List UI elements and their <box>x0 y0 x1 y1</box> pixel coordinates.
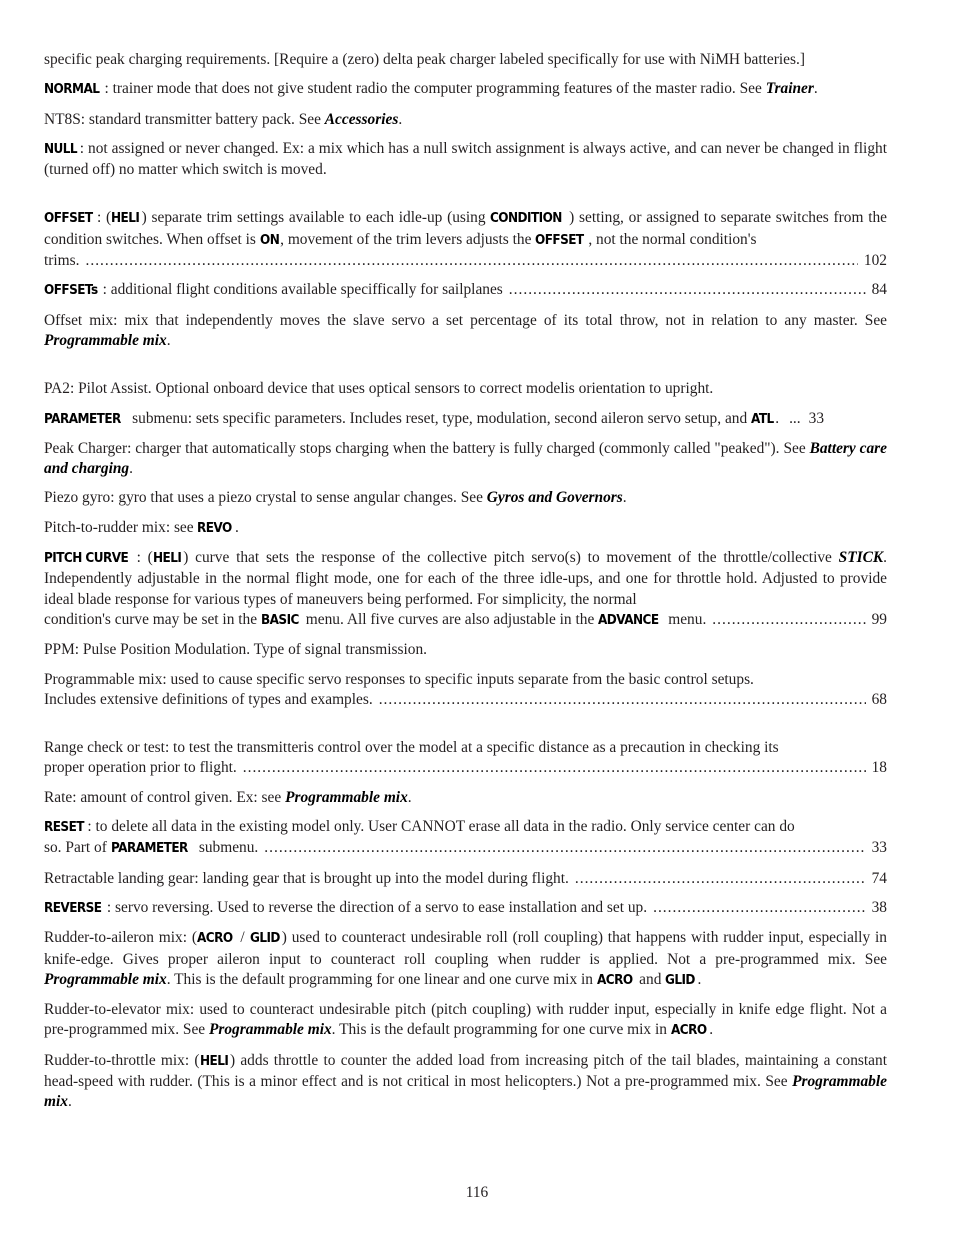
keyword: GLID <box>665 972 696 988</box>
keyword: GLID <box>249 931 280 947</box>
entry-offset: OFFSET : (HELI ) separate trim settings available to each idle-up (using CONDITION ) setting, or assigned to separate switches from the condition switches. When offset is ON, movement of the trim levers adjusts the OFFSET , not the normal condition's trims. ..... 102 <box>44 208 887 271</box>
keyword: REVERSE <box>44 900 102 916</box>
page-ref: 74 <box>871 869 887 887</box>
leader-dots <box>264 838 865 858</box>
glossary-page <box>44 50 887 1122</box>
cross-reference: Accessories <box>324 110 399 128</box>
entry-pitch-curve: PITCH CURVE : (HELI ) curve that sets the response of the collective pitch servo(s) to movement of the throttle/collective STICK. Independently adjustable in the normal flight mode, one for each of the three idle-ups, and one for throttle hold. Adjusted to provide ideal blade response for various types of maneuvers being performed. For simplicity, the normal condition's curve may be set in the BASIC menu. All five curves are also adjustable in the ADVANCE menu. ..... 99 <box>44 548 887 631</box>
entry-offsets: OFFSETs : additional flight conditions available speciffically for sailplanes ..... 84 <box>44 280 887 301</box>
entry-pitch-to-rudder: Pitch-to-rudder mix: see REVO . <box>44 518 887 539</box>
page-ref: 38 <box>871 898 887 916</box>
leader-dots <box>243 758 866 778</box>
cross-reference: Programmable mix <box>44 1072 887 1111</box>
keyword: ADVANCE <box>598 612 659 628</box>
page-ref: 68 <box>871 690 887 708</box>
keyword: HELI <box>199 1053 228 1069</box>
cross-reference: Gyros and Governors <box>486 489 623 507</box>
entry-null: NULL : not assigned or never changed. Ex: a mix which has a null switch assignment is always active, and can never be changed in flight (turned off) no matter which switch is moved. <box>44 139 887 179</box>
keyword: PARAMETER <box>44 411 121 427</box>
page-ref: 33 <box>808 409 825 427</box>
leader-dots <box>653 898 866 918</box>
page-ref: 99 <box>871 610 887 628</box>
entry-rudder-to-elevator: Rudder-to-elevator mix: used to counteract undesirable pitch (pitch coupling) with rudder input, especially in knife edge flight. Not a pre-programmed mix. See Programmable mix. This is the default programming for one curve mix in ACRO . <box>44 1000 887 1042</box>
entry-programmable-mix: Programmable mix: used to cause specific servo responses to specific inputs separate from the basic control setups. Includes extensive definitions of types and examples. ..... 68 <box>44 670 887 711</box>
page-ref: 84 <box>871 281 887 299</box>
keyword: PITCH CURVE <box>44 551 129 567</box>
entry-nimh-tail: specific peak charging requirements. [Require a (zero) delta peak charger labeled specifically for use with NiMH batteries.] <box>44 51 805 68</box>
keyword: OFFSETs <box>44 283 98 299</box>
leader-dots <box>509 280 866 300</box>
keyword: OFFSET <box>535 232 584 248</box>
entry-rudder-to-throttle: Rudder-to-throttle mix: (HELI ) adds throttle to counter the added load from increasing pitch of the tail blades, maintaining a constant head-speed with rudder. (This is a minor effect and is not critical in most helicopters.) Not a pre-programmed mix. See Programmable mix. <box>44 1051 887 1111</box>
keyword: CONDITION <box>490 211 563 227</box>
entry-normal: NORMAL : trainer mode that does not give student radio the computer programming features of the master radio. See Trainer. <box>44 79 887 100</box>
cross-reference: Trainer <box>765 80 814 98</box>
keyword: ON <box>259 232 279 248</box>
keyword: REVO <box>197 520 233 536</box>
entry-rudder-to-aileron: Rudder-to-aileron mix: (ACRO / GLID ) used to counteract undesirable roll (roll coupling) that happens with rudder input, especially in knife-edge. Gives proper aileron input to counteract roll coupling when rudder is applied. Not a pre-programmed mix. See Programmable mix. This is the default programming for one linear and one curve mix in ACRO and GLID . <box>44 928 887 991</box>
page-ref: 102 <box>863 252 887 270</box>
page-number: 116 <box>465 1184 489 1201</box>
leader-dots <box>575 869 866 889</box>
entry-piezo: Piezo gyro: gyro that uses a piezo crystal to sense angular changes. See Gyros and Governors. <box>44 489 627 507</box>
entry-peak-charger: Peak Charger: charger that automatically stops charging when the battery is fully charged (commonly called "peaked"). See Battery care and charging. <box>44 439 888 478</box>
keyword: OFFSET <box>44 211 93 227</box>
keyword: HELI <box>111 211 140 227</box>
keyword: RESET <box>44 820 84 836</box>
keyword: ATL <box>751 411 774 427</box>
leader-dots <box>712 610 865 630</box>
page-ref: 18 <box>871 759 887 777</box>
entry-reverse: REVERSE : servo reversing. Used to reverse the direction of a servo to ease installation and set up. ..... 38 <box>44 898 887 919</box>
cross-reference: STICK <box>838 549 884 567</box>
keyword: ACRO <box>670 1023 707 1039</box>
cross-reference: Programmable mix <box>44 970 167 988</box>
cross-reference: Battery care and charging <box>44 439 888 478</box>
keyword: BASIC <box>260 612 299 628</box>
leader-dots <box>379 690 866 710</box>
entry-reset: RESET : to delete all data in the existing model only. User CANNOT erase all data in the radio. Only service center can do so. Part of PARAMETER submenu. ..... 33 <box>44 817 887 860</box>
keyword: PARAMETER <box>110 841 188 857</box>
cross-reference: Programmable mix <box>208 1021 332 1039</box>
page-ref: 33 <box>871 839 887 857</box>
entry-pa2: PA2: Pilot Assist. Optional onboard device that uses optical sensors to correct modelis orientation to upright. <box>44 380 714 398</box>
entry-ppm: PPM: Pulse Position Modulation. Type of signal transmission. <box>44 641 428 659</box>
entry-retractable-gear: Retractable landing gear: landing gear that is brought up into the model during flight. ..... 74 <box>44 869 887 889</box>
keyword: ACRO <box>197 931 233 947</box>
entry-nt8s: NT8S: standard transmitter battery pack. See Accessories. <box>44 110 403 128</box>
leader-dots: ... <box>789 409 801 427</box>
entry-parameter: PARAMETER submenu: sets specific parameters. Includes reset, type, modulation, second aileron servo setup, and ATL. ... 33 <box>44 409 887 430</box>
keyword: HELI <box>152 551 182 567</box>
cross-reference: Programmable mix <box>44 331 167 349</box>
keyword: ACRO <box>596 972 633 988</box>
entry-offset-mix: Offset mix: mix that independently moves the slave servo a set percentage of its total throw, not in relation to any master. See Programmable mix. <box>44 311 887 349</box>
cross-reference: Programmable mix <box>285 788 408 806</box>
keyword: NULL <box>44 141 78 157</box>
entry-rate: Rate: amount of control given. Ex: see Programmable mix. <box>44 788 412 806</box>
leader-dots <box>86 251 858 271</box>
entry-range-check: Range check or test: to test the transmitteris control over the model at a specific distance as a precaution in checking its proper operation prior to flight. ..... 18 <box>44 738 887 779</box>
keyword: NORMAL <box>44 82 100 98</box>
